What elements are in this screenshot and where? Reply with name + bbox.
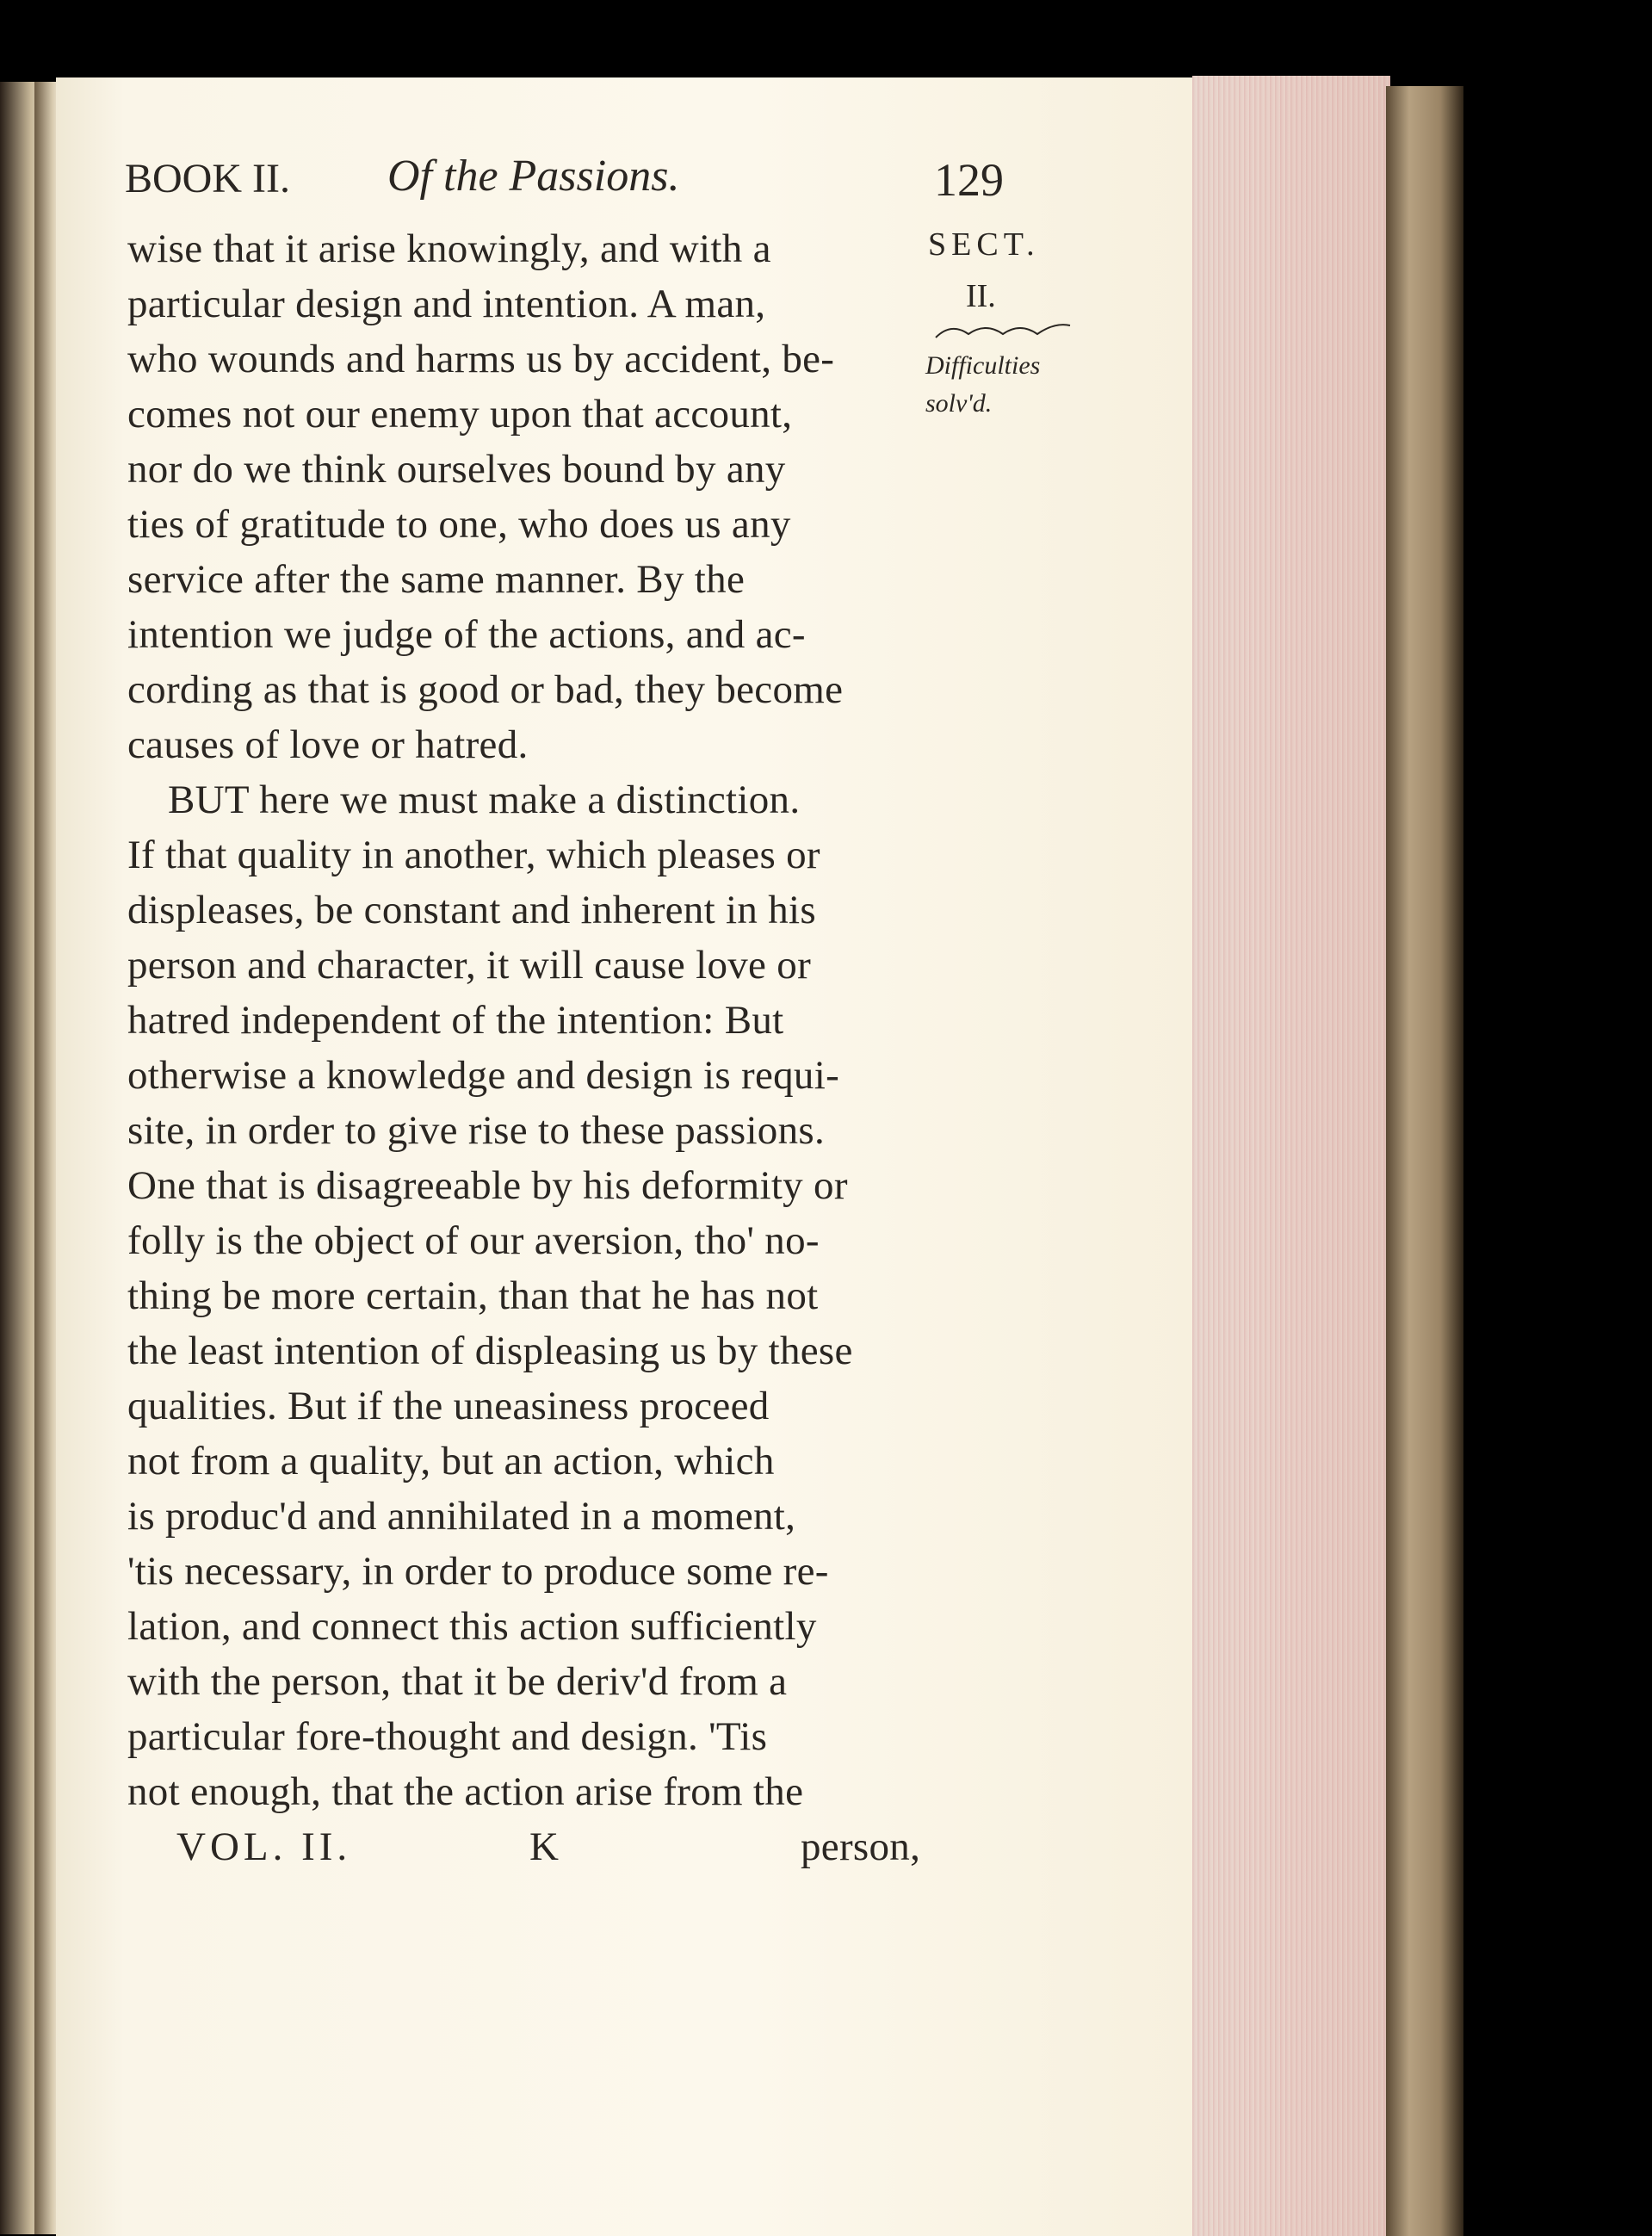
footer-catchword: person, (801, 1824, 921, 1869)
body-line: One that is disagreeable by his deformity or (127, 1163, 848, 1208)
body-line: hatred independent of the intention: But (127, 998, 784, 1043)
book-cover-board (1386, 86, 1463, 2236)
body-line: nor do we think ourselves bound by any (127, 447, 786, 492)
body-line: ties of gratitude to one, who does us any (127, 502, 791, 547)
body-line: If that quality in another, which pleases or (127, 833, 820, 877)
margin-note-solvd: solv'd. (925, 389, 993, 418)
body-line: not from a quality, but an action, which (127, 1439, 775, 1483)
body-line: cording as that is good or bad, they become (127, 667, 844, 712)
body-line: person and character, it will cause love or (127, 943, 812, 988)
body-line: wise that it arise knowingly, and with a (127, 226, 771, 271)
footer-volume: VOL. II. (176, 1824, 352, 1869)
running-head-title: Of the Passions. (387, 152, 680, 201)
body-line: lation, and connect this action sufficiently (127, 1604, 817, 1649)
body-line: comes not our enemy upon that account, (127, 392, 793, 437)
body-line: intention we judge of the actions, and ac- (127, 612, 806, 657)
body-line: site, in order to give rise to these passions. (127, 1108, 826, 1153)
footer-signature: K (529, 1824, 560, 1869)
body-line: qualities. But if the uneasiness proceed (127, 1384, 770, 1428)
body-line: the least intention of displeasing us by these (127, 1329, 853, 1373)
margin-note-difficulties: Difficulties (925, 351, 1041, 380)
page-block-edges (1192, 76, 1390, 2236)
body-line: causes of love or hatred. (127, 722, 529, 767)
body-line: who wounds and harms us by accident, be- (127, 337, 835, 381)
body-line: otherwise a knowledge and design is requi- (127, 1053, 840, 1098)
margin-brace (934, 320, 1072, 341)
body-line: particular fore-thought and design. 'Tis (127, 1714, 768, 1759)
running-head-book: BOOK II. (125, 156, 290, 201)
body-line: BUT here we must make a distinction. (168, 777, 801, 822)
page-number: 129 (934, 154, 1004, 206)
body-line: particular design and intention. A man, (127, 282, 766, 326)
body-line: thing be more certain, than that he has not (127, 1273, 819, 1318)
body-line: service after the same manner. By the (127, 557, 746, 602)
body-line: folly is the object of our aversion, tho' no- (127, 1218, 820, 1263)
body-line: 'tis necessary, in order to produce some re- (127, 1549, 829, 1594)
body-line: not enough, that the action arise from the (127, 1769, 804, 1814)
body-line: with the person, that it be deriv'd from a (127, 1659, 788, 1704)
margin-sect-number: II. (966, 278, 996, 314)
margin-sect-label: SECT. (928, 226, 1040, 263)
body-line: is produc'd and annihilated in a moment, (127, 1494, 796, 1539)
body-line: displeases, be constant and inherent in his (127, 888, 816, 932)
